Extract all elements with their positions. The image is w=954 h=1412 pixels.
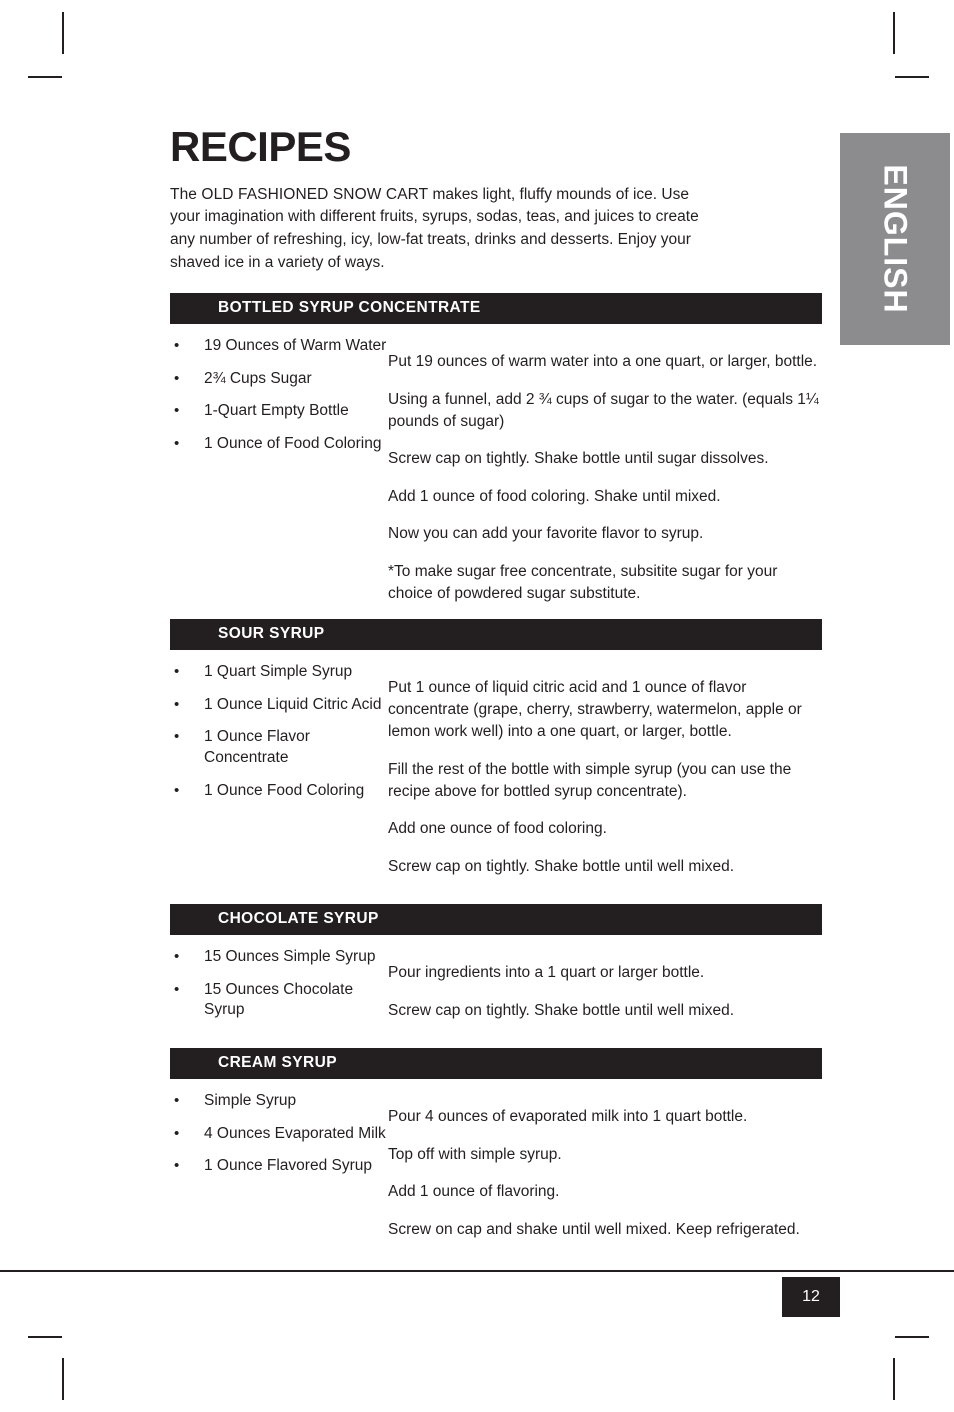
bullet-icon: •	[174, 1124, 180, 1142]
list-item	[170, 1156, 388, 1177]
bullet-icon: •	[174, 728, 180, 746]
bullet-icon: •	[174, 662, 180, 680]
crop-mark-bottom-right-vertical	[893, 1358, 895, 1400]
intro-lead-text: The OLD FASHIONED SNOW CART	[170, 185, 429, 203]
step-text: Add 1 ounce of food coloring. Shake until mixed.	[388, 487, 721, 505]
ingredient-text: 19 Ounces of Warm Water	[204, 336, 387, 354]
section-heading: CHOCOLATE SYRUP	[170, 904, 822, 935]
step-list	[388, 660, 822, 892]
page-content	[170, 0, 822, 1255]
step-text: Add one ounce of food coloring.	[388, 820, 607, 838]
list-item	[170, 401, 388, 422]
section-spacer	[170, 1036, 822, 1048]
list-item	[170, 434, 388, 455]
ingredient-text: 2¾ Cups Sugar	[204, 369, 312, 387]
ingredient-text: 15 Ounces Chocolate Syrup	[204, 980, 354, 1019]
bullet-icon: •	[174, 1157, 180, 1175]
crop-mark-top-right-horizontal	[895, 76, 929, 78]
step-text: Fill the rest of the bottle with simple syrup (you can use the recipe above for bottled syrup concentrate).	[388, 760, 792, 800]
ingredient-text: 1 Quart Simple Syrup	[204, 662, 353, 680]
bullet-icon: •	[174, 980, 180, 998]
list-item	[170, 369, 388, 390]
step-text: Screw cap on tightly. Shake bottle until sugar dissolves.	[388, 450, 769, 468]
page-number-text: 12	[802, 1288, 820, 1305]
step-text: *To make sugar free concentrate, subsitite sugar for your choice of powdered sugar substitute.	[388, 562, 778, 602]
ingredient-text: 1 Ounce Flavored Syrup	[204, 1157, 373, 1175]
step-text: Top off with simple syrup.	[388, 1145, 562, 1163]
section-body	[170, 660, 822, 892]
crop-mark-bottom-left-horizontal	[28, 1336, 62, 1338]
step-text: Add 1 ounce of flavoring.	[388, 1183, 560, 1201]
step-text: Screw cap on tightly. Shake bottle until well mixed.	[388, 857, 735, 875]
list-item	[170, 781, 388, 802]
language-side-tab-label: ENGLISH	[877, 164, 914, 314]
ingredient-text: 1 Ounce Liquid Citric Acid	[204, 695, 382, 713]
ingredient-text: 1 Ounce Flavor Concentrate	[204, 728, 310, 767]
crop-mark-top-right-vertical	[893, 12, 895, 54]
bullet-icon: •	[174, 782, 180, 800]
section-heading: BOTTLED SYRUP CONCENTRATE	[170, 293, 822, 324]
crop-mark-bottom-left-vertical	[62, 1358, 64, 1400]
recipe-section-sour-syrup	[170, 619, 822, 892]
step-text: Screw cap on tightly. Shake bottle until well mixed.	[388, 1001, 735, 1019]
intro-paragraph	[170, 184, 700, 275]
bullet-icon: •	[174, 1091, 180, 1109]
section-body	[170, 334, 822, 619]
ingredient-list	[170, 334, 388, 468]
ingredient-list	[170, 945, 388, 1034]
ingredient-text: 1 Ounce of Food Coloring	[204, 435, 382, 453]
section-body	[170, 945, 822, 1036]
step-text: Now you can add your favorite flavor to syrup.	[388, 525, 704, 543]
section-body	[170, 1089, 822, 1255]
bullet-icon: •	[174, 435, 180, 453]
recipe-section-cream-syrup	[170, 1048, 822, 1255]
list-item	[170, 727, 388, 769]
step-text: Pour ingredients into a 1 quart or larger bottle.	[388, 964, 705, 982]
crop-mark-top-left-horizontal	[28, 76, 62, 78]
crop-mark-top-left-vertical	[62, 12, 64, 54]
page-number-badge	[782, 1277, 840, 1317]
step-list	[388, 334, 822, 619]
section-heading: CREAM SYRUP	[170, 1048, 822, 1079]
list-item	[170, 980, 388, 1022]
bullet-icon: •	[174, 947, 180, 965]
list-item	[170, 695, 388, 716]
step-text: Using a funnel, add 2 ¾ cups of sugar to the water. (equals 1¼ pounds of sugar)	[388, 390, 819, 430]
ingredient-list	[170, 660, 388, 815]
step-text: Put 1 ounce of liquid citric acid and 1 ounce of flavor concentrate (grape, cherry, strawberry, watermelon, apple or lemon work well) into a one quart, or larger, bottle.	[388, 679, 802, 741]
bullet-icon: •	[174, 369, 180, 387]
recipe-section-bottled-syrup-concentrate	[170, 293, 822, 619]
ingredient-text: 1 Ounce Food Coloring	[204, 782, 365, 800]
ingredient-list	[170, 1089, 388, 1190]
step-text: Screw on cap and shake until well mixed. Keep refrigerated.	[388, 1220, 800, 1238]
list-item	[170, 947, 388, 968]
step-text: Pour 4 ounces of evaporated milk into 1 quart bottle.	[388, 1108, 748, 1126]
page-title: RECIPES	[170, 123, 351, 170]
language-side-tab	[840, 133, 950, 345]
list-item	[170, 662, 388, 683]
bullet-icon: •	[174, 336, 180, 354]
bullet-icon: •	[174, 695, 180, 713]
ingredient-text: 1-Quart Empty Bottle	[204, 402, 349, 420]
section-heading: SOUR SYRUP	[170, 619, 822, 650]
intro-rest-text: makes light, fluffy mounds of ice. Use your imagination with different fruits, syrups, sodas, teas, and juices to create any number of refreshing, icy, low-fat treats, drinks and desserts. Enjoy your shaved ice in a variety of ways.	[170, 185, 699, 271]
list-item	[170, 1091, 388, 1112]
bullet-icon: •	[174, 402, 180, 420]
section-spacer	[170, 892, 822, 904]
recipe-section-chocolate-syrup	[170, 904, 822, 1036]
ingredient-text: 15 Ounces Simple Syrup	[204, 947, 376, 965]
crop-mark-bottom-right-horizontal	[895, 1336, 929, 1338]
ingredient-text: 4 Ounces Evaporated Milk	[204, 1124, 386, 1142]
step-list	[388, 1089, 822, 1255]
step-text: Put 19 ounces of warm water into a one quart, or larger, bottle.	[388, 353, 818, 371]
ingredient-text: Simple Syrup	[204, 1091, 297, 1109]
step-list	[388, 945, 822, 1036]
footer-divider	[0, 1270, 954, 1272]
list-item	[170, 1124, 388, 1145]
list-item	[170, 336, 388, 357]
